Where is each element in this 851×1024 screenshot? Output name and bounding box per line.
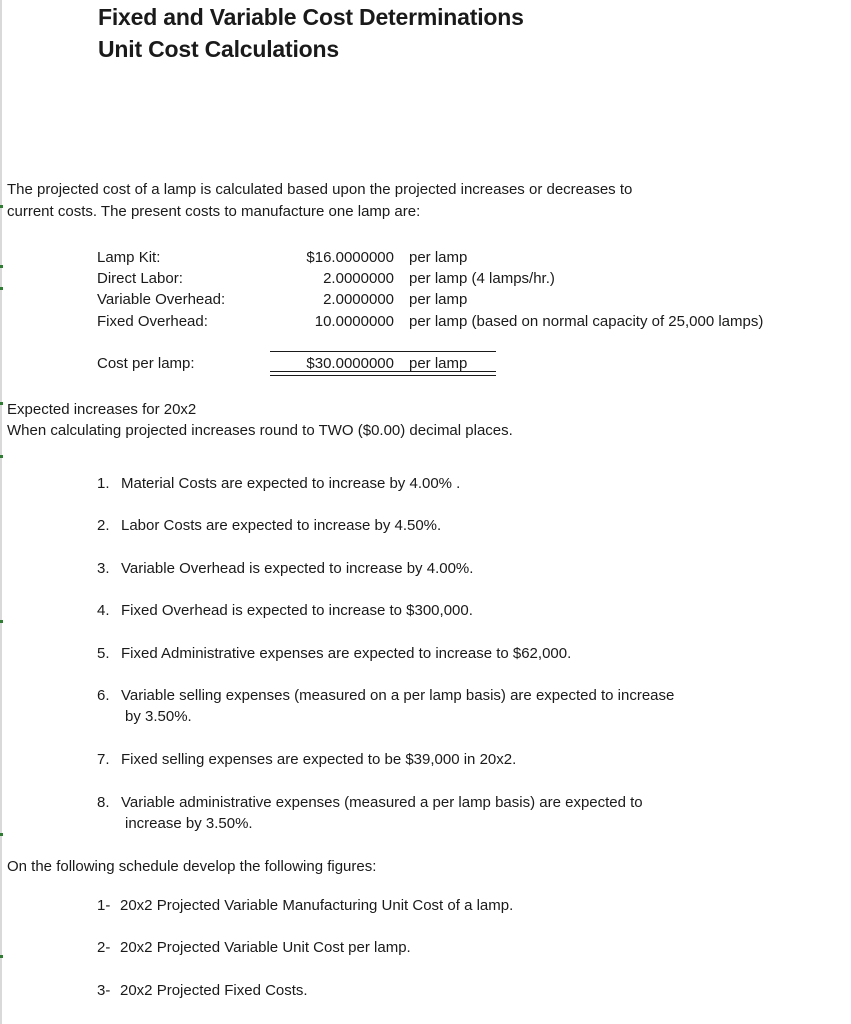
list-item-number: 5.: [97, 645, 110, 662]
total-amount: $30.0000000: [306, 355, 394, 372]
figure-item: 20x2 Projected Variable Manufacturing Unit Cost of a lamp.: [120, 897, 514, 914]
list-item-number: 8.: [97, 794, 110, 811]
cost-label: Direct Labor:: [97, 270, 183, 287]
list-item-continuation: increase by 3.50%.: [125, 815, 253, 832]
cost-label: Fixed Overhead:: [97, 313, 208, 330]
page-title: Fixed and Variable Cost Determinations: [98, 4, 524, 30]
schedule-heading: On the following schedule develop the following figures:: [7, 858, 377, 875]
cost-amount: $16.0000000: [306, 249, 394, 266]
list-item-number: 6.: [97, 687, 110, 704]
row-marker: [0, 833, 3, 836]
list-item-number: 1.: [97, 475, 110, 492]
list-item: Fixed Overhead is expected to increase to $300,000.: [121, 602, 473, 619]
list-item-continuation: by 3.50%.: [125, 708, 192, 725]
cost-note: per lamp (based on normal capacity of 25,000 lamps): [409, 313, 764, 330]
cost-amount: 10.0000000: [314, 313, 394, 330]
list-item: Variable selling expenses (measured on a per lamp basis) are expected to increase: [121, 687, 675, 704]
subtotal-rule: [270, 351, 496, 352]
row-marker: [0, 287, 3, 290]
intro-text-line-1: The projected cost of a lamp is calculated based upon the projected increases or decreases to: [7, 181, 633, 198]
list-item: Fixed selling expenses are expected to be $39,000 in 20x2.: [121, 751, 517, 768]
list-item: Variable Overhead is expected to increase by 4.00%.: [121, 560, 474, 577]
row-marker: [0, 955, 3, 958]
row-marker: [0, 265, 3, 268]
left-gridline: [0, 0, 2, 1024]
list-item-number: 3.: [97, 560, 110, 577]
row-marker: [0, 620, 3, 623]
row-marker: [0, 455, 3, 458]
figure-number: 2-: [97, 939, 111, 956]
list-item: Material Costs are expected to increase by 4.00% .: [121, 475, 461, 492]
total-label: Cost per lamp:: [97, 355, 195, 372]
cost-note: per lamp: [409, 249, 468, 266]
figure-number: 3-: [97, 982, 111, 999]
cost-note: per lamp (4 lamps/hr.): [409, 270, 555, 287]
cost-label: Lamp Kit:: [97, 249, 161, 266]
figure-item: 20x2 Projected Variable Unit Cost per lamp.: [120, 939, 411, 956]
list-item-number: 4.: [97, 602, 110, 619]
intro-text-line-2: current costs. The present costs to manufacture one lamp are:: [7, 203, 421, 220]
increases-heading: Expected increases for 20x2: [7, 401, 197, 418]
list-item: Fixed Administrative expenses are expected to increase to $62,000.: [121, 645, 572, 662]
page-subtitle: Unit Cost Calculations: [98, 36, 339, 62]
total-double-underline: [270, 371, 496, 376]
cost-label: Variable Overhead:: [97, 291, 226, 308]
row-marker: [0, 205, 3, 208]
cost-note: per lamp: [409, 291, 468, 308]
total-note: per lamp: [409, 355, 468, 372]
list-item-number: 2.: [97, 517, 110, 534]
figure-item: 20x2 Projected Fixed Costs.: [120, 982, 308, 999]
list-item: Variable administrative expenses (measured a per lamp basis) are expected to: [121, 794, 643, 811]
list-item: Labor Costs are expected to increase by 4.50%.: [121, 517, 442, 534]
list-item-number: 7.: [97, 751, 110, 768]
row-marker: [0, 402, 3, 405]
cost-amount: 2.0000000: [323, 270, 394, 287]
figure-number: 1-: [97, 897, 111, 914]
increases-instruction: When calculating projected increases round to TWO ($0.00) decimal places.: [7, 422, 513, 439]
cost-amount: 2.0000000: [323, 291, 394, 308]
